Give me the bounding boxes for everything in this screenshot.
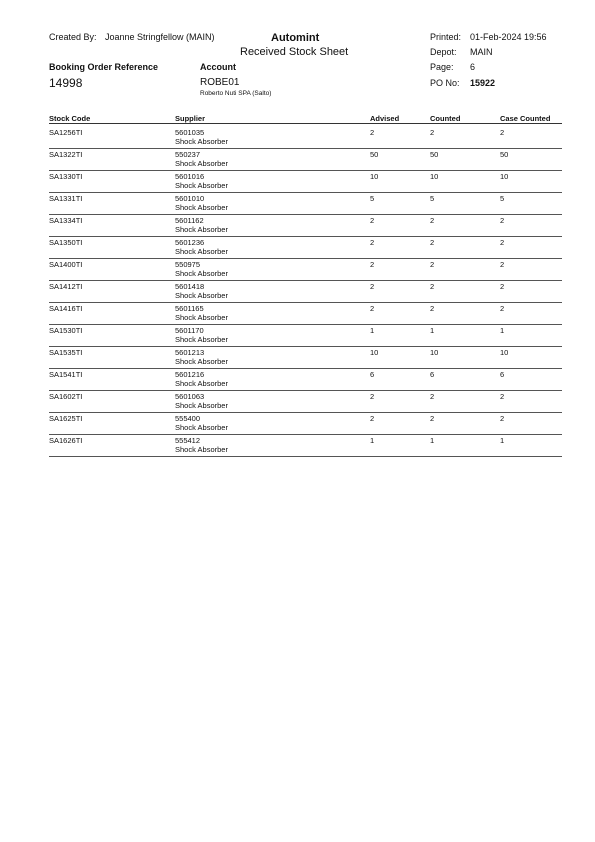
cell-stock-code: SA1256TI xyxy=(49,128,83,137)
cell-stock-code: SA1334TI xyxy=(49,216,83,225)
cell-case-counted: 10 xyxy=(500,172,509,181)
cell-description: Shock Absorber xyxy=(175,423,228,432)
row-divider xyxy=(49,456,562,457)
page-number: 6 xyxy=(470,62,476,72)
table-row xyxy=(0,149,595,171)
cell-description: Shock Absorber xyxy=(175,401,228,410)
cell-description: Shock Absorber xyxy=(175,181,228,190)
po-label: PO No: xyxy=(430,78,460,88)
table-row xyxy=(0,237,595,259)
cell-description: Shock Absorber xyxy=(175,291,228,300)
cell-description: Shock Absorber xyxy=(175,247,228,256)
cell-description: Shock Absorber xyxy=(175,225,228,234)
cell-stock-code: SA1331TI xyxy=(49,194,83,203)
cell-stock-code: SA1416TI xyxy=(49,304,83,313)
cell-supplier-code: 5601418 xyxy=(175,282,205,291)
cell-supplier-code: 5601162 xyxy=(175,216,204,225)
cell-description: Shock Absorber xyxy=(175,335,228,344)
cell-advised: 2 xyxy=(370,260,375,269)
table-row xyxy=(0,171,595,193)
cell-case-counted: 6 xyxy=(500,370,505,379)
cell-counted: 2 xyxy=(430,260,435,269)
cell-stock-code: SA1400TI xyxy=(49,260,83,269)
cell-case-counted: 2 xyxy=(500,128,505,137)
cell-stock-code: SA1412TI xyxy=(49,282,83,291)
cell-description: Shock Absorber xyxy=(175,269,228,278)
cell-case-counted: 2 xyxy=(500,392,505,401)
cell-case-counted: 2 xyxy=(500,238,505,247)
printed-label: Printed: xyxy=(430,32,462,42)
created-by-label: Created By: xyxy=(49,32,97,42)
cell-supplier-code: 5601010 xyxy=(175,194,205,203)
cell-supplier-code: 5601016 xyxy=(175,172,205,181)
cell-supplier-code: 5601213 xyxy=(175,348,205,357)
column-header-stock-code: Stock Code xyxy=(49,114,91,123)
cell-counted: 2 xyxy=(430,282,435,291)
cell-stock-code: SA1535TI xyxy=(49,348,83,357)
cell-advised: 5 xyxy=(370,194,375,203)
cell-case-counted: 2 xyxy=(500,414,505,423)
booking-ref-value: 14998 xyxy=(49,76,83,90)
table-row xyxy=(0,281,595,303)
table-row xyxy=(0,347,595,369)
table-row xyxy=(0,127,595,149)
cell-case-counted: 1 xyxy=(500,436,505,445)
account-label: Account xyxy=(200,62,236,72)
cell-case-counted: 2 xyxy=(500,304,505,313)
cell-advised: 1 xyxy=(370,436,375,445)
cell-supplier-code: 555412 xyxy=(175,436,201,445)
cell-counted: 2 xyxy=(430,216,435,225)
created-by-value: Joanne Stringfellow (MAIN) xyxy=(105,32,215,42)
cell-stock-code: SA1330TI xyxy=(49,172,83,181)
cell-counted: 1 xyxy=(430,326,435,335)
booking-ref-label: Booking Order Reference xyxy=(49,62,159,72)
cell-advised: 10 xyxy=(370,348,379,357)
column-header-case-counted: Case Counted xyxy=(500,114,551,123)
cell-supplier-code: 5601063 xyxy=(175,392,205,401)
cell-case-counted: 2 xyxy=(500,216,505,225)
page-label: Page: xyxy=(430,62,454,72)
cell-case-counted: 2 xyxy=(500,260,505,269)
table-row xyxy=(0,413,595,435)
cell-stock-code: SA1625TI xyxy=(49,414,83,423)
depot-value: MAIN xyxy=(470,47,493,57)
cell-case-counted: 2 xyxy=(500,282,505,291)
cell-counted: 50 xyxy=(430,150,439,159)
table-row xyxy=(0,193,595,215)
cell-case-counted: 5 xyxy=(500,194,505,203)
cell-supplier-code: 5601236 xyxy=(175,238,205,247)
column-header-supplier: Supplier xyxy=(175,114,206,123)
sheet-title: Received Stock Sheet xyxy=(240,46,349,58)
cell-description: Shock Absorber xyxy=(175,445,228,454)
depot-label: Depot: xyxy=(430,47,457,57)
column-header-counted: Counted xyxy=(430,114,461,123)
account-name: Roberto Nuti SPA (Salto) xyxy=(200,90,272,97)
cell-description: Shock Absorber xyxy=(175,313,228,322)
cell-description: Shock Absorber xyxy=(175,159,228,168)
cell-description: Shock Absorber xyxy=(175,203,228,212)
cell-supplier-code: 5601165 xyxy=(175,304,204,313)
cell-advised: 2 xyxy=(370,238,375,247)
cell-counted: 10 xyxy=(430,172,439,181)
cell-stock-code: SA1541TI xyxy=(49,370,83,379)
table-row xyxy=(0,259,595,281)
cell-description: Shock Absorber xyxy=(175,357,228,366)
cell-case-counted: 1 xyxy=(500,326,505,335)
cell-advised: 2 xyxy=(370,414,375,423)
cell-stock-code: SA1530TI xyxy=(49,326,83,335)
cell-stock-code: SA1322TI xyxy=(49,150,83,159)
cell-description: Shock Absorber xyxy=(175,379,228,388)
cell-case-counted: 10 xyxy=(500,348,509,357)
cell-advised: 50 xyxy=(370,150,379,159)
table-row xyxy=(0,435,595,457)
cell-advised: 10 xyxy=(370,172,379,181)
cell-advised: 6 xyxy=(370,370,375,379)
table-row xyxy=(0,391,595,413)
cell-supplier-code: 550975 xyxy=(175,260,201,269)
cell-advised: 2 xyxy=(370,282,375,291)
cell-stock-code: SA1602TI xyxy=(49,392,83,401)
cell-counted: 2 xyxy=(430,304,435,313)
account-code: ROBE01 xyxy=(200,77,240,88)
cell-advised: 2 xyxy=(370,128,375,137)
company-name: Automint xyxy=(271,32,320,44)
cell-counted: 6 xyxy=(430,370,435,379)
cell-counted: 5 xyxy=(430,194,435,203)
cell-supplier-code: 555400 xyxy=(175,414,201,423)
cell-advised: 2 xyxy=(370,392,375,401)
cell-counted: 2 xyxy=(430,128,435,137)
cell-counted: 1 xyxy=(430,436,435,445)
cell-counted: 2 xyxy=(430,414,435,423)
cell-supplier-code: 550237 xyxy=(175,150,201,159)
table-row xyxy=(0,215,595,237)
printed-value: 01-Feb-2024 19:56 xyxy=(470,32,547,42)
cell-supplier-code: 5601170 xyxy=(175,326,204,335)
cell-counted: 10 xyxy=(430,348,439,357)
cell-advised: 2 xyxy=(370,216,375,225)
cell-counted: 2 xyxy=(430,392,435,401)
cell-advised: 2 xyxy=(370,304,375,313)
cell-case-counted: 50 xyxy=(500,150,509,159)
cell-stock-code: SA1626TI xyxy=(49,436,83,445)
table-row xyxy=(0,369,595,391)
cell-supplier-code: 5601216 xyxy=(175,370,205,379)
cell-description: Shock Absorber xyxy=(175,137,228,146)
table-row xyxy=(0,325,595,347)
table-row xyxy=(0,303,595,325)
cell-supplier-code: 5601035 xyxy=(175,128,205,137)
cell-stock-code: SA1350TI xyxy=(49,238,83,247)
cell-advised: 1 xyxy=(370,326,375,335)
cell-counted: 2 xyxy=(430,238,435,247)
po-value: 15922 xyxy=(470,78,496,88)
column-header-advised: Advised xyxy=(370,114,400,123)
table-header-divider xyxy=(49,123,562,124)
